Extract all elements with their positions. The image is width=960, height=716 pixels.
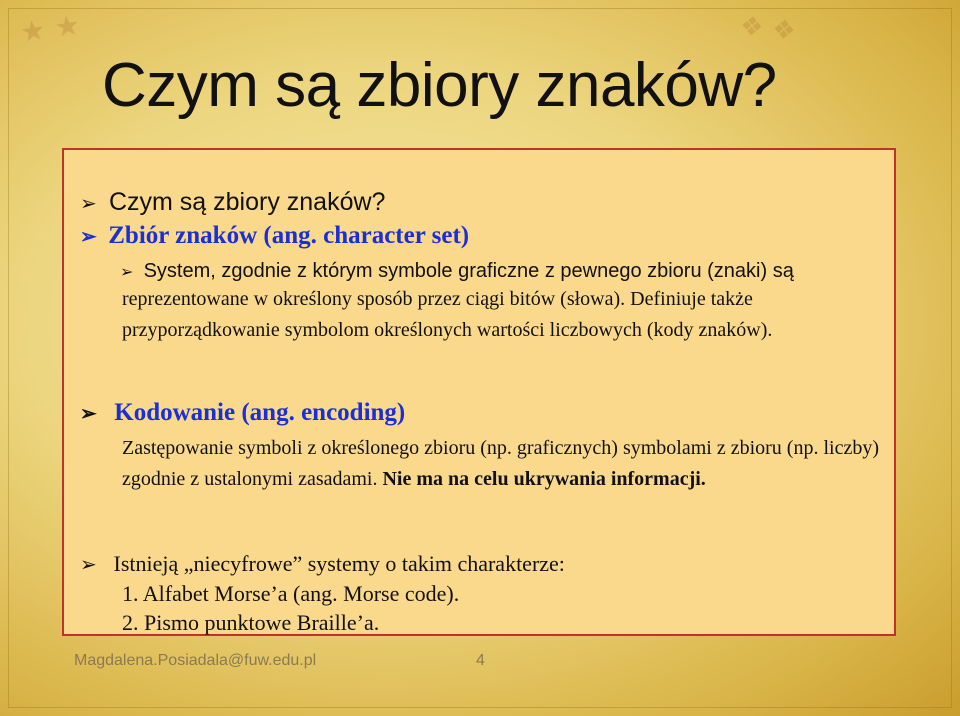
sub-bullet-system bbox=[120, 260, 794, 283]
arrow-bullet-icon: ➢ bbox=[120, 264, 134, 281]
bullet-non-digital-text: Istnieją „niecyfrowe” systemy o takim charakterze: bbox=[113, 551, 565, 576]
encoding-description-text: Zastępowanie symboli z określonego zbioru (np. graficznych) symbolami z zbioru (np. liczby) zgodnie z ustalonymi zasadami. bbox=[122, 437, 879, 490]
list-item-morse: 1. Alfabet Morse’a (ang. Morse code). bbox=[122, 581, 460, 606]
sub-bullet-system-text: System, zgodnie z którym symbole graficzne z pewnego zbioru (znaki) są bbox=[143, 260, 794, 282]
bullet-question-text: Czym są zbiory znaków? bbox=[108, 188, 386, 216]
footer-page-number: 4 bbox=[476, 652, 485, 669]
arrow-bullet-icon: ➢ bbox=[80, 226, 97, 248]
content-box bbox=[62, 148, 896, 636]
bullet-encoding-text: Kodowanie (ang. encoding) bbox=[114, 399, 406, 426]
bullet-encoding bbox=[80, 399, 405, 427]
bullet-character-set-text: Zbiór znaków (ang. character set) bbox=[108, 222, 470, 249]
list-item-braille: 2. Pismo punktowe Braille’a. bbox=[122, 610, 380, 635]
encoding-description bbox=[122, 433, 882, 495]
bullet-question bbox=[80, 188, 385, 217]
background-stamp-decoration: ❖ ❖ bbox=[738, 11, 798, 47]
background-stamp-decoration: ★ ★ bbox=[17, 7, 82, 50]
arrow-bullet-icon: ➢ bbox=[80, 403, 97, 425]
bullet-character-set bbox=[80, 222, 469, 250]
system-description: reprezentowane w określony sposób przez ciągi bitów (słowa). Definiuje także przyporządkowanie symbolom określonych wartości liczbowych (kody znaków). bbox=[122, 288, 773, 341]
arrow-bullet-icon: ➢ bbox=[80, 554, 97, 576]
encoding-description-bold: Nie ma na celu ukrywania informacji. bbox=[382, 468, 706, 490]
footer-email: Magdalena.Posiadala@fuw.edu.pl bbox=[74, 652, 317, 669]
bullet-non-digital bbox=[80, 551, 565, 577]
slide-title: Czym są zbiory znaków? bbox=[102, 51, 777, 120]
arrow-bullet-icon: ➢ bbox=[80, 193, 97, 215]
